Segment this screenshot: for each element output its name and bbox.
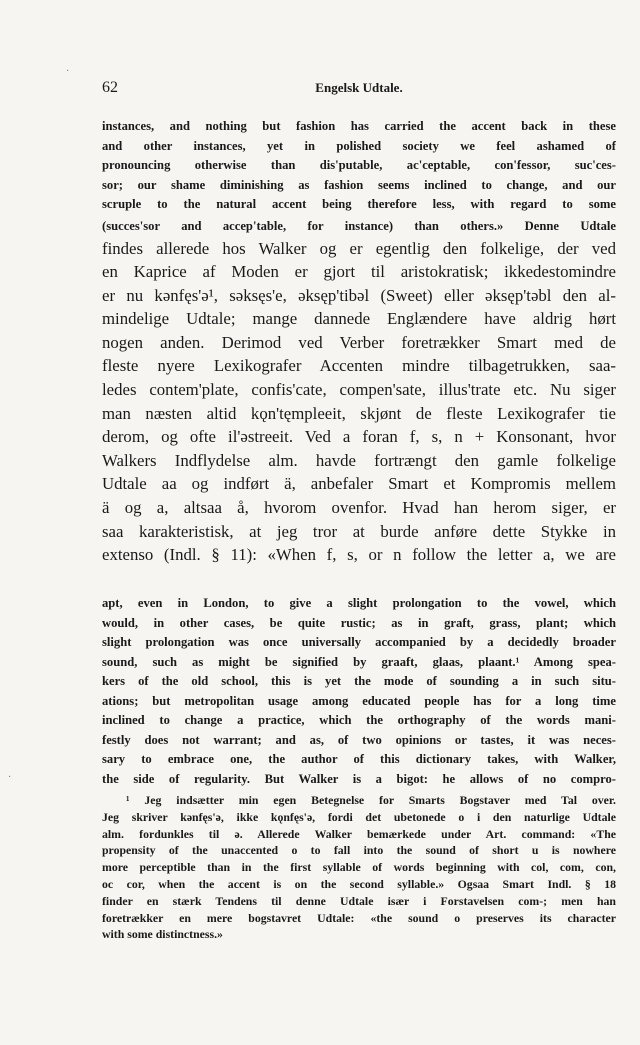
- scan-speck: ·: [8, 772, 12, 783]
- text-line: ations; but metropolitan usage among educated people has for a long time: [102, 693, 616, 708]
- footnote-line: with some distinctness.»: [102, 927, 223, 942]
- text-line: ä og a, altsaa å, hvorom ovenfor. Hvad han herom siger, er: [102, 498, 616, 518]
- text-line: would, in other cases, be quite rustic; as in graft, grass, plant; which: [102, 615, 616, 630]
- text-line: (succes'sor and accep'table, for instance) than others.» Denne Udtale: [102, 218, 616, 233]
- text-line: sor; our shame diminishing as fashion seems inclined to change, and our: [102, 177, 616, 192]
- footnote-line: ¹ Jeg indsætter min egen Betegnelse for Smarts Bogstaver med Tal over.: [126, 793, 616, 807]
- text-line: findes allerede hos Walker og er egentlig den folkelige, der ved: [102, 238, 616, 258]
- text-line: en Kaprice af Moden er gjort til aristokratisk; ikkedestomindre: [102, 262, 616, 282]
- text-line: fleste nyere Lexikografer Accenten mindre tilbagetrukken, saa-: [102, 356, 616, 376]
- footnote-line: oc cor, when the accent is on the second syllable.» Ogsaa Smart Indl. § 18: [102, 876, 616, 891]
- text-line: Udtale aa og indført ä, anbefaler Smart et Kompromis mellem: [102, 474, 616, 494]
- text-line: derom, og ofte il'əstreeit. Ved a foran f, s, n + Konsonant, hvor: [102, 427, 616, 447]
- page-header: [102, 79, 616, 99]
- scan-speck: ·: [66, 66, 70, 77]
- text-line: Walkers Indflydelse alm. havde fortrængt den gamle folkelige: [102, 450, 616, 470]
- footnote-line: more perceptible than in the first syllable of words beginning with col, com, con,: [102, 860, 616, 875]
- text-line: er nu kənfęs'ə¹, səksęs'e, əksęp'tibəl (Sweet) eller əksęp'təbl den al-: [102, 285, 616, 305]
- text-line: slight prolongation was once universally accompanied by a decidedly broader: [102, 635, 616, 649]
- text-line: extenso (Indl. § 11): «When f, s, or n follow the letter a, we are: [102, 545, 616, 565]
- text-line: kers of the old school, this is yet the mode of sounding a in such situ-: [102, 674, 616, 688]
- footnote-line: finder en stærk Tendens til denne Udtale især i Forstavelsen com-; men han: [102, 893, 616, 908]
- quoted-text: [102, 594, 616, 789]
- footnote-line: foretrækker en mere bogstavret Udtale: «the sound o preserves its character: [102, 910, 616, 925]
- footnote-line: Jeg skriver kənfęs'ə, ikke kǫnfęs'ə, fordi det ubetonede o i den naturlige Udtale: [102, 809, 616, 824]
- footnote-line: alm. fordunkles til ə. Allerede Walker bemærkede under Art. command: «The: [102, 826, 616, 841]
- body-text: [102, 117, 616, 567]
- text-line: festly does not warrant; and as, of two opinions or tastes, it was neces-: [102, 732, 616, 747]
- text-line: ledes contem'plate, confis'cate, compen'sate, illus'trate etc. Nu siger: [102, 380, 616, 400]
- text-line: instances, and nothing but fashion has carried the accent back in these: [102, 119, 616, 133]
- text-line: apt, even in London, to give a slight prolongation to the vowel, which: [102, 596, 616, 610]
- text-line: inclined to change a practice, which the orthography of the words mani-: [102, 713, 616, 727]
- text-line: saa karakteristisk, at jeg tror at burde anføre dette Stykke in: [102, 521, 616, 541]
- text-line: scruple to the natural accent being therefore less, with regard to some: [102, 197, 616, 211]
- text-line: sound, such as might be signified by graaft, glaas, plaant.¹ Among spea-: [102, 654, 616, 669]
- running-title: Engelsk Udtale.: [315, 80, 403, 95]
- text-line: mindelige Udtale; mange dannede Englændere have aldrig hørt: [102, 309, 616, 329]
- page-number: 62: [102, 79, 118, 96]
- text-line: nogen anden. Derimod ved Verber foretrækker Smart med de: [102, 332, 616, 352]
- text-line: the side of regularity. But Walker is a bigot: he allows of no compro-: [102, 771, 616, 786]
- text-line: sary to embrace one, the author of this dictionary takes, with Walker,: [102, 752, 616, 766]
- footnote: [102, 792, 616, 943]
- footnote-line: propensity of the unaccented o to fall into the sound of short u is nowhere: [102, 843, 616, 858]
- text-line: and other instances, yet in polished society we feel ashamed of: [102, 138, 616, 153]
- text-line: pronouncing otherwise than dis'putable, ac'ceptable, con'fessor, suc'ces-: [102, 158, 616, 172]
- text-line: man næsten altid kǫn'tęmpleeit, skjønt de fleste Lexikografer tie: [102, 403, 616, 423]
